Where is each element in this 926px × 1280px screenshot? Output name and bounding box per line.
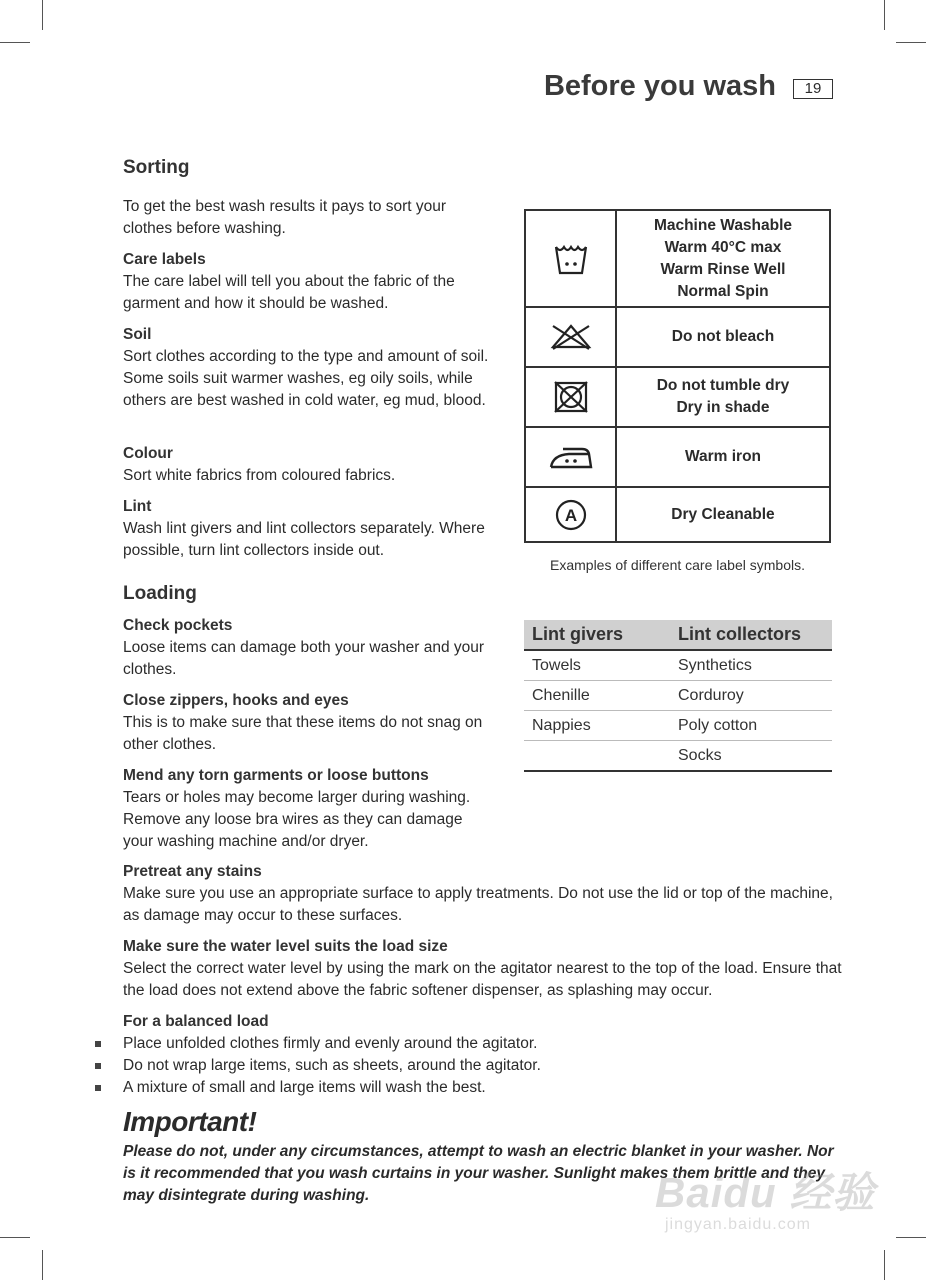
crop-mark (0, 1237, 30, 1238)
table-cell: Chenille (524, 681, 670, 711)
care-table-caption: Examples of different care label symbols. (550, 557, 805, 573)
table-row (524, 650, 832, 681)
balanced-load-heading: For a balanced load (123, 1013, 269, 1030)
pretreat-text: Make sure you use an appropriate surface to apply treatments. Do not use the lid or top of the machine, as damage may occur to these surfaces. (123, 885, 833, 924)
colour-heading: Colour (123, 445, 173, 462)
watermark-main: Baidu 经验 (655, 1169, 876, 1216)
colour-text: Sort white fabrics from coloured fabrics. (123, 467, 396, 484)
care-row-dry-clean (526, 486, 829, 541)
important-text: Please do not, under any circumstances, attempt to wash an electric blanket in your washer. Nor is it recommended that you wash curtains in your washer. Sunlight makes them brittle and they may disintegrate during washing. (123, 1143, 834, 1204)
close-zippers-text: This is to make sure that these items do not snag on other clothes. (123, 714, 483, 753)
soil-text: Sort clothes according to the type and amount of soil. Some soils suit warmer washes, eg oily soils, while others are best washed in cold water, eg mud, blood. (123, 348, 489, 409)
lint-table (524, 620, 832, 772)
lint-table-header (524, 620, 832, 650)
mend-section (123, 765, 493, 853)
important-heading: Important! (123, 1106, 257, 1137)
water-level-section (123, 936, 863, 1002)
balanced-load-list (95, 1033, 541, 1099)
care-symbol-table (524, 209, 831, 543)
list-item: Do not wrap large items, such as sheets, around the agitator. (95, 1055, 541, 1077)
watermark-url: jingyan.baidu.com (665, 1216, 811, 1233)
pretreat-section (123, 861, 853, 927)
watermark-logo (655, 1160, 875, 1234)
crop-mark (42, 1250, 43, 1280)
care-labels-text: The care label will tell you about the fabric of the garment and how it should be washed. (123, 273, 455, 312)
washtub-icon (526, 211, 617, 306)
care-text-dry-clean: Dry Cleanable (671, 505, 775, 523)
bullet-square-icon (95, 1085, 101, 1091)
close-zippers-section (123, 690, 493, 756)
dry-clean-letter: A (564, 505, 577, 525)
check-pockets-heading: Check pockets (123, 617, 233, 634)
care-labels-heading: Care labels (123, 251, 206, 268)
lint-heading: Lint (123, 498, 152, 515)
table-cell: Poly cotton (670, 711, 832, 741)
care-row-warm-iron (526, 426, 829, 486)
dry-clean-icon (526, 488, 617, 541)
care-labels-section (123, 249, 493, 315)
iron-icon (526, 428, 617, 486)
lint-section (123, 496, 493, 562)
sorting-intro (123, 196, 493, 240)
balanced-load-heading-block (123, 1011, 853, 1033)
table-cell: Towels (524, 650, 670, 681)
water-level-heading: Make sure the water level suits the load size (123, 938, 448, 955)
sorting-intro-text: To get the best wash results it pays to sort your clothes before washing. (123, 198, 447, 237)
crop-mark (896, 1237, 926, 1238)
care-text-no-bleach: Do not bleach (671, 328, 775, 345)
bullet-square-icon (95, 1041, 101, 1047)
sorting-heading: Sorting (123, 157, 190, 178)
lint-text: Wash lint givers and lint collectors separately. Where possible, turn lint collectors inside out. (123, 520, 485, 559)
table-row (524, 681, 832, 711)
list-item: Place unfolded clothes firmly and evenly around the agitator. (95, 1033, 541, 1055)
page-title: Before you wash (543, 70, 776, 102)
colour-section (123, 443, 493, 487)
table-cell: Synthetics (670, 650, 832, 681)
loading-heading: Loading (123, 583, 197, 604)
mend-heading: Mend any torn garments or loose buttons (123, 767, 429, 784)
close-zippers-heading: Close zippers, hooks and eyes (123, 692, 349, 709)
crop-mark (0, 42, 30, 43)
crop-mark (884, 0, 885, 30)
no-bleach-icon (526, 308, 617, 366)
lint-givers-header: Lint givers (524, 620, 670, 650)
crop-mark (884, 1250, 885, 1280)
care-text-washable: Machine Washable Warm 40°C max Warm Rinse Well Normal Spin (653, 216, 793, 300)
mend-text: Tears or holes may become larger during washing. Remove any loose bra wires as they can damage your washing machine and/or dryer. (123, 789, 471, 850)
care-row-no-tumble-dry (526, 366, 829, 426)
check-pockets-text: Loose items can damage both your washer and your clothes. (123, 639, 485, 678)
lint-collectors-header: Lint collectors (670, 620, 832, 650)
check-pockets-section (123, 615, 493, 681)
table-cell: Nappies (524, 711, 670, 741)
soil-heading: Soil (123, 326, 152, 343)
care-text-warm-iron: Warm iron (684, 448, 762, 465)
table-cell: Corduroy (670, 681, 832, 711)
soil-section (123, 324, 493, 412)
crop-mark (896, 42, 926, 43)
crop-mark (42, 0, 43, 30)
table-cell: Socks (670, 741, 832, 772)
page-number: 19 (793, 79, 833, 99)
care-row-no-bleach (526, 306, 829, 366)
care-row-washable (526, 211, 829, 306)
table-cell (524, 741, 670, 772)
list-item: A mixture of small and large items will wash the best. (95, 1077, 541, 1099)
table-row (524, 741, 832, 772)
table-row (524, 711, 832, 741)
bullet-square-icon (95, 1063, 101, 1069)
pretreat-heading: Pretreat any stains (123, 863, 262, 880)
no-tumble-dry-icon (526, 368, 617, 426)
care-text-no-tumble-dry: Do not tumble dry Dry in shade (656, 377, 790, 416)
water-level-text: Select the correct water level by using the mark on the agitator nearest to the top of the load. Ensure that the load does not extend above the fabric softener dispenser, as splashing may occur. (123, 960, 842, 999)
